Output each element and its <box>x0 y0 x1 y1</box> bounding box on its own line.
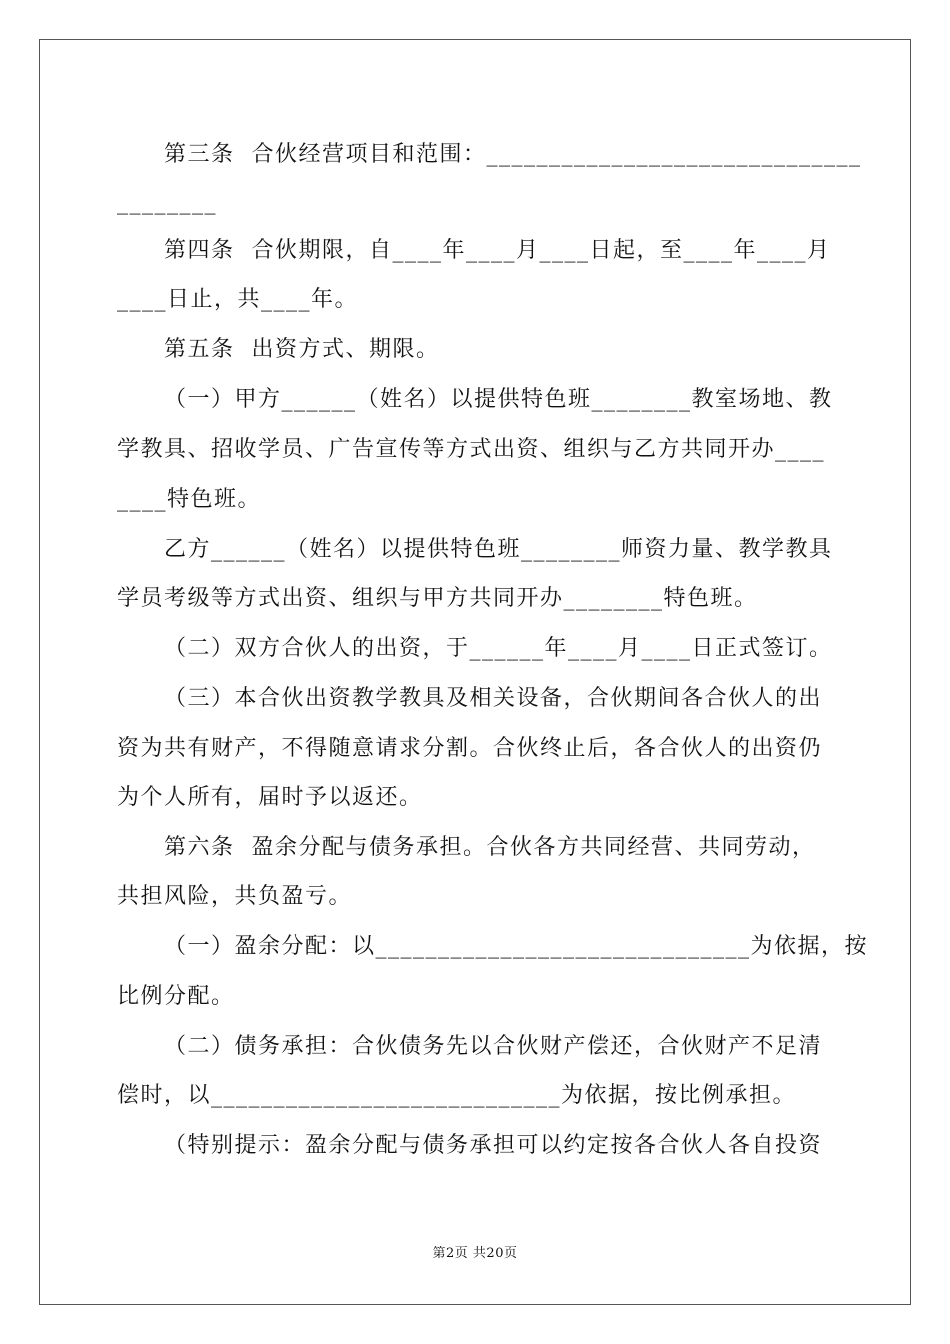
clause-3-line-2: ________ <box>117 190 217 215</box>
clause-5-1-line-1: （一）甲方______（姓名）以提供特色班________教室场地、教 <box>164 387 833 412</box>
clause-6-2-line-2: 偿时，以____________________________为依据，按比例承担。 <box>117 1083 797 1108</box>
clause-5-1b-line-2: 学员考级等方式出资、组织与甲方共同开办________特色班。 <box>117 586 758 611</box>
clause-6-line-2: 共担风险，共负盈亏。 <box>117 884 353 909</box>
clause-6-line-1: 第六条 盈余分配与债务承担。合伙各方共同经营、共同劳动， <box>164 835 816 860</box>
clause-5-2: （二）双方合伙人的出资，于______年____月____日正式签订。 <box>164 636 833 661</box>
page-number: 第2页 共20页 <box>432 1246 518 1261</box>
clause-5-1-line-3: ____特色班。 <box>117 487 262 512</box>
clause-6-1-line-2: 比例分配。 <box>117 984 235 1009</box>
clause-5-1-line-2: 学教具、招收学员、广告宣传等方式出资、组织与乙方共同开办____ <box>117 437 826 462</box>
clause-5-3-line-1: （三）本合伙出资教学教具及相关设备，合伙期间各合伙人的出 <box>164 686 823 711</box>
special-note-line-1: （特别提示：盈余分配与债务承担可以约定按各合伙人各自投资 <box>164 1133 823 1158</box>
clause-4-line-2: ____日止，共____年。 <box>117 287 359 312</box>
clause-5-3-line-2: 资为共有财产，不得随意请求分割。合伙终止后，各合伙人的出资仍 <box>117 736 823 761</box>
clause-5-3-line-3: 为个人所有，届时予以返还。 <box>117 785 423 810</box>
page-border <box>39 39 911 1305</box>
clause-4-line-1: 第四条 合伙期限，自____年____月____日起，至____年____月 <box>164 238 831 263</box>
clause-6-1-line-1: （一）盈余分配：以______________________________为依据，按 <box>164 934 869 959</box>
clause-5-heading: 第五条 出资方式、期限。 <box>164 337 440 362</box>
clause-3-line-1: 第三条 合伙经营项目和范围：______________________________ <box>164 142 862 167</box>
clause-6-2-line-1: （二）债务承担：合伙债务先以合伙财产偿还，合伙财产不足清 <box>164 1034 823 1059</box>
clause-5-1b-line-1: 乙方______（姓名）以提供特色班________师资力量、教学教具 <box>164 537 833 562</box>
